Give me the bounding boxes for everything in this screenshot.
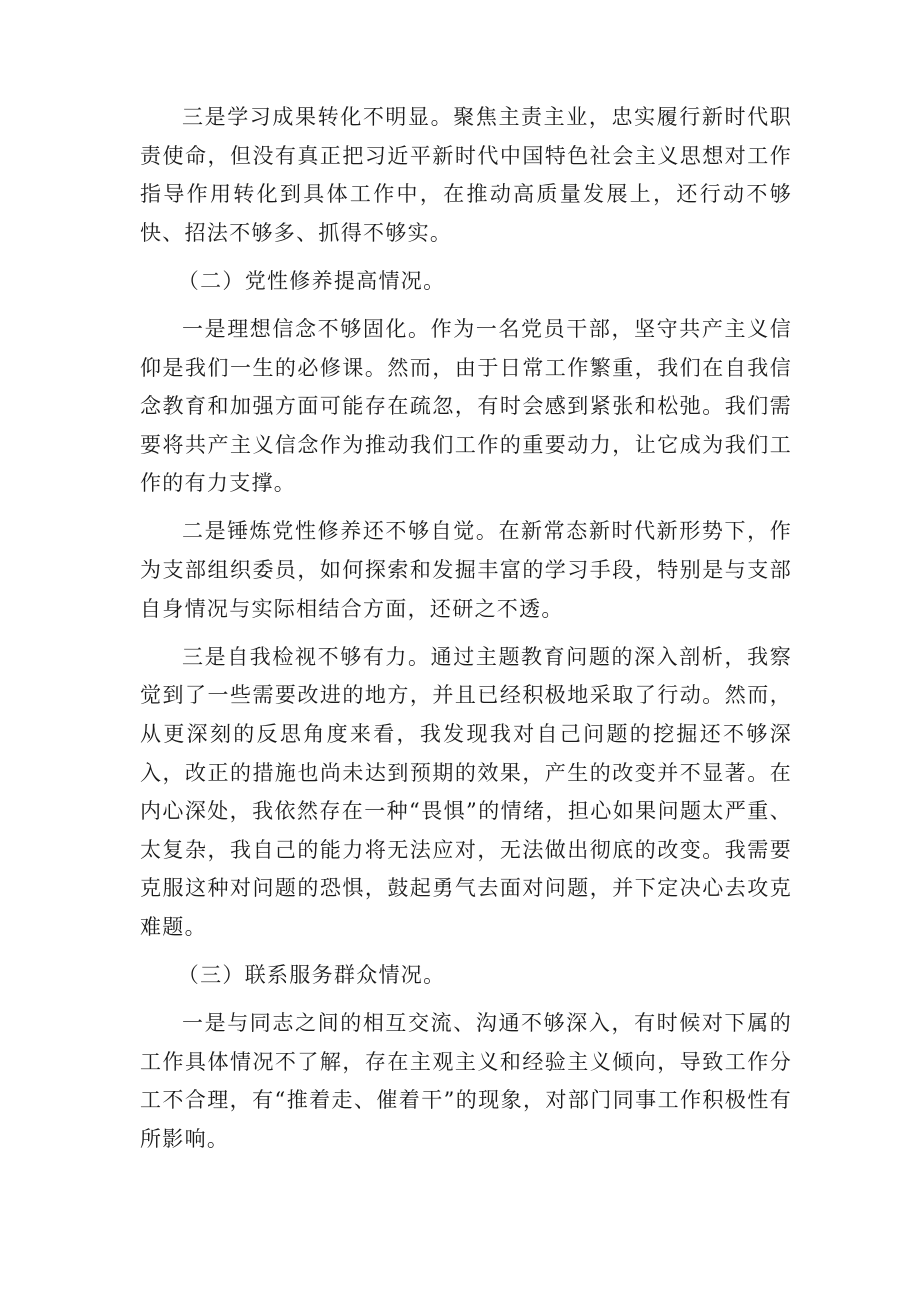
paragraph-communication: 一是与同志之间的相互交流、沟通不够深入，有时候对下属的工作具体情况不了解，存在主观主义和经验主义倾向，导致工作分工不合理，有“推着走、催着干”的现象，对部门同事工作积极性有所影响。 bbox=[140, 1011, 792, 1151]
paragraph-party-cultivation: 二是锤炼党性修养还不够自觉。在新常态新时代新形势下，作为支部组织委员，如何探索和发掘丰富的学习手段，特别是与支部自身情况与实际相结合方面，还研之不透。 bbox=[140, 519, 792, 621]
section-heading-party-spirit: （二）党性修养提高情况。 bbox=[177, 268, 446, 293]
paragraph-ideals-beliefs: 一是理想信念不够固化。作为一名党员干部，坚守共产主义信仰是我们一生的必修课。然而，由于日常工作繁重，我们在自我信念教育和加强方面可能存在疏忽，有时会感到紧张和松弛。我们需要将共产主义信念作为推动我们工作的重要动力，让它成为我们工作的有力支撑。 bbox=[140, 316, 792, 496]
document-body bbox=[140, 98, 792, 1168]
paragraph-self-examination: 三是自我检视不够有力。通过主题教育问题的深入剖析，我察觉到了一些需要改进的地方，并且已经积极地采取了行动。然而，从更深刻的反思角度来看，我发现我对自己问题的挖掘还不够深入，改正的措施也尚未达到预期的效果，产生的改变并不显著。在内心深处，我依然存在一种“畏惧”的情绪，担心如果问题太严重、太复杂，我自己的能力将无法应对，无法做出彻底的改变。我需要克服这种对问题的恐惧，鼓起勇气去面对问题，并下定决心去攻克难题。 bbox=[140, 644, 792, 939]
paragraph-learning-outcomes: 三是学习成果转化不明显。聚焦主责主业，忠实履行新时代职责使命，但没有真正把习近平新时代中国特色社会主义思想对工作指导作用转化到具体工作中，在推动高质量发展上，还行动不够快、招法不够多、抓得不够实。 bbox=[140, 105, 792, 245]
section-heading-serving-masses: （三）联系服务群众情况。 bbox=[177, 962, 446, 987]
